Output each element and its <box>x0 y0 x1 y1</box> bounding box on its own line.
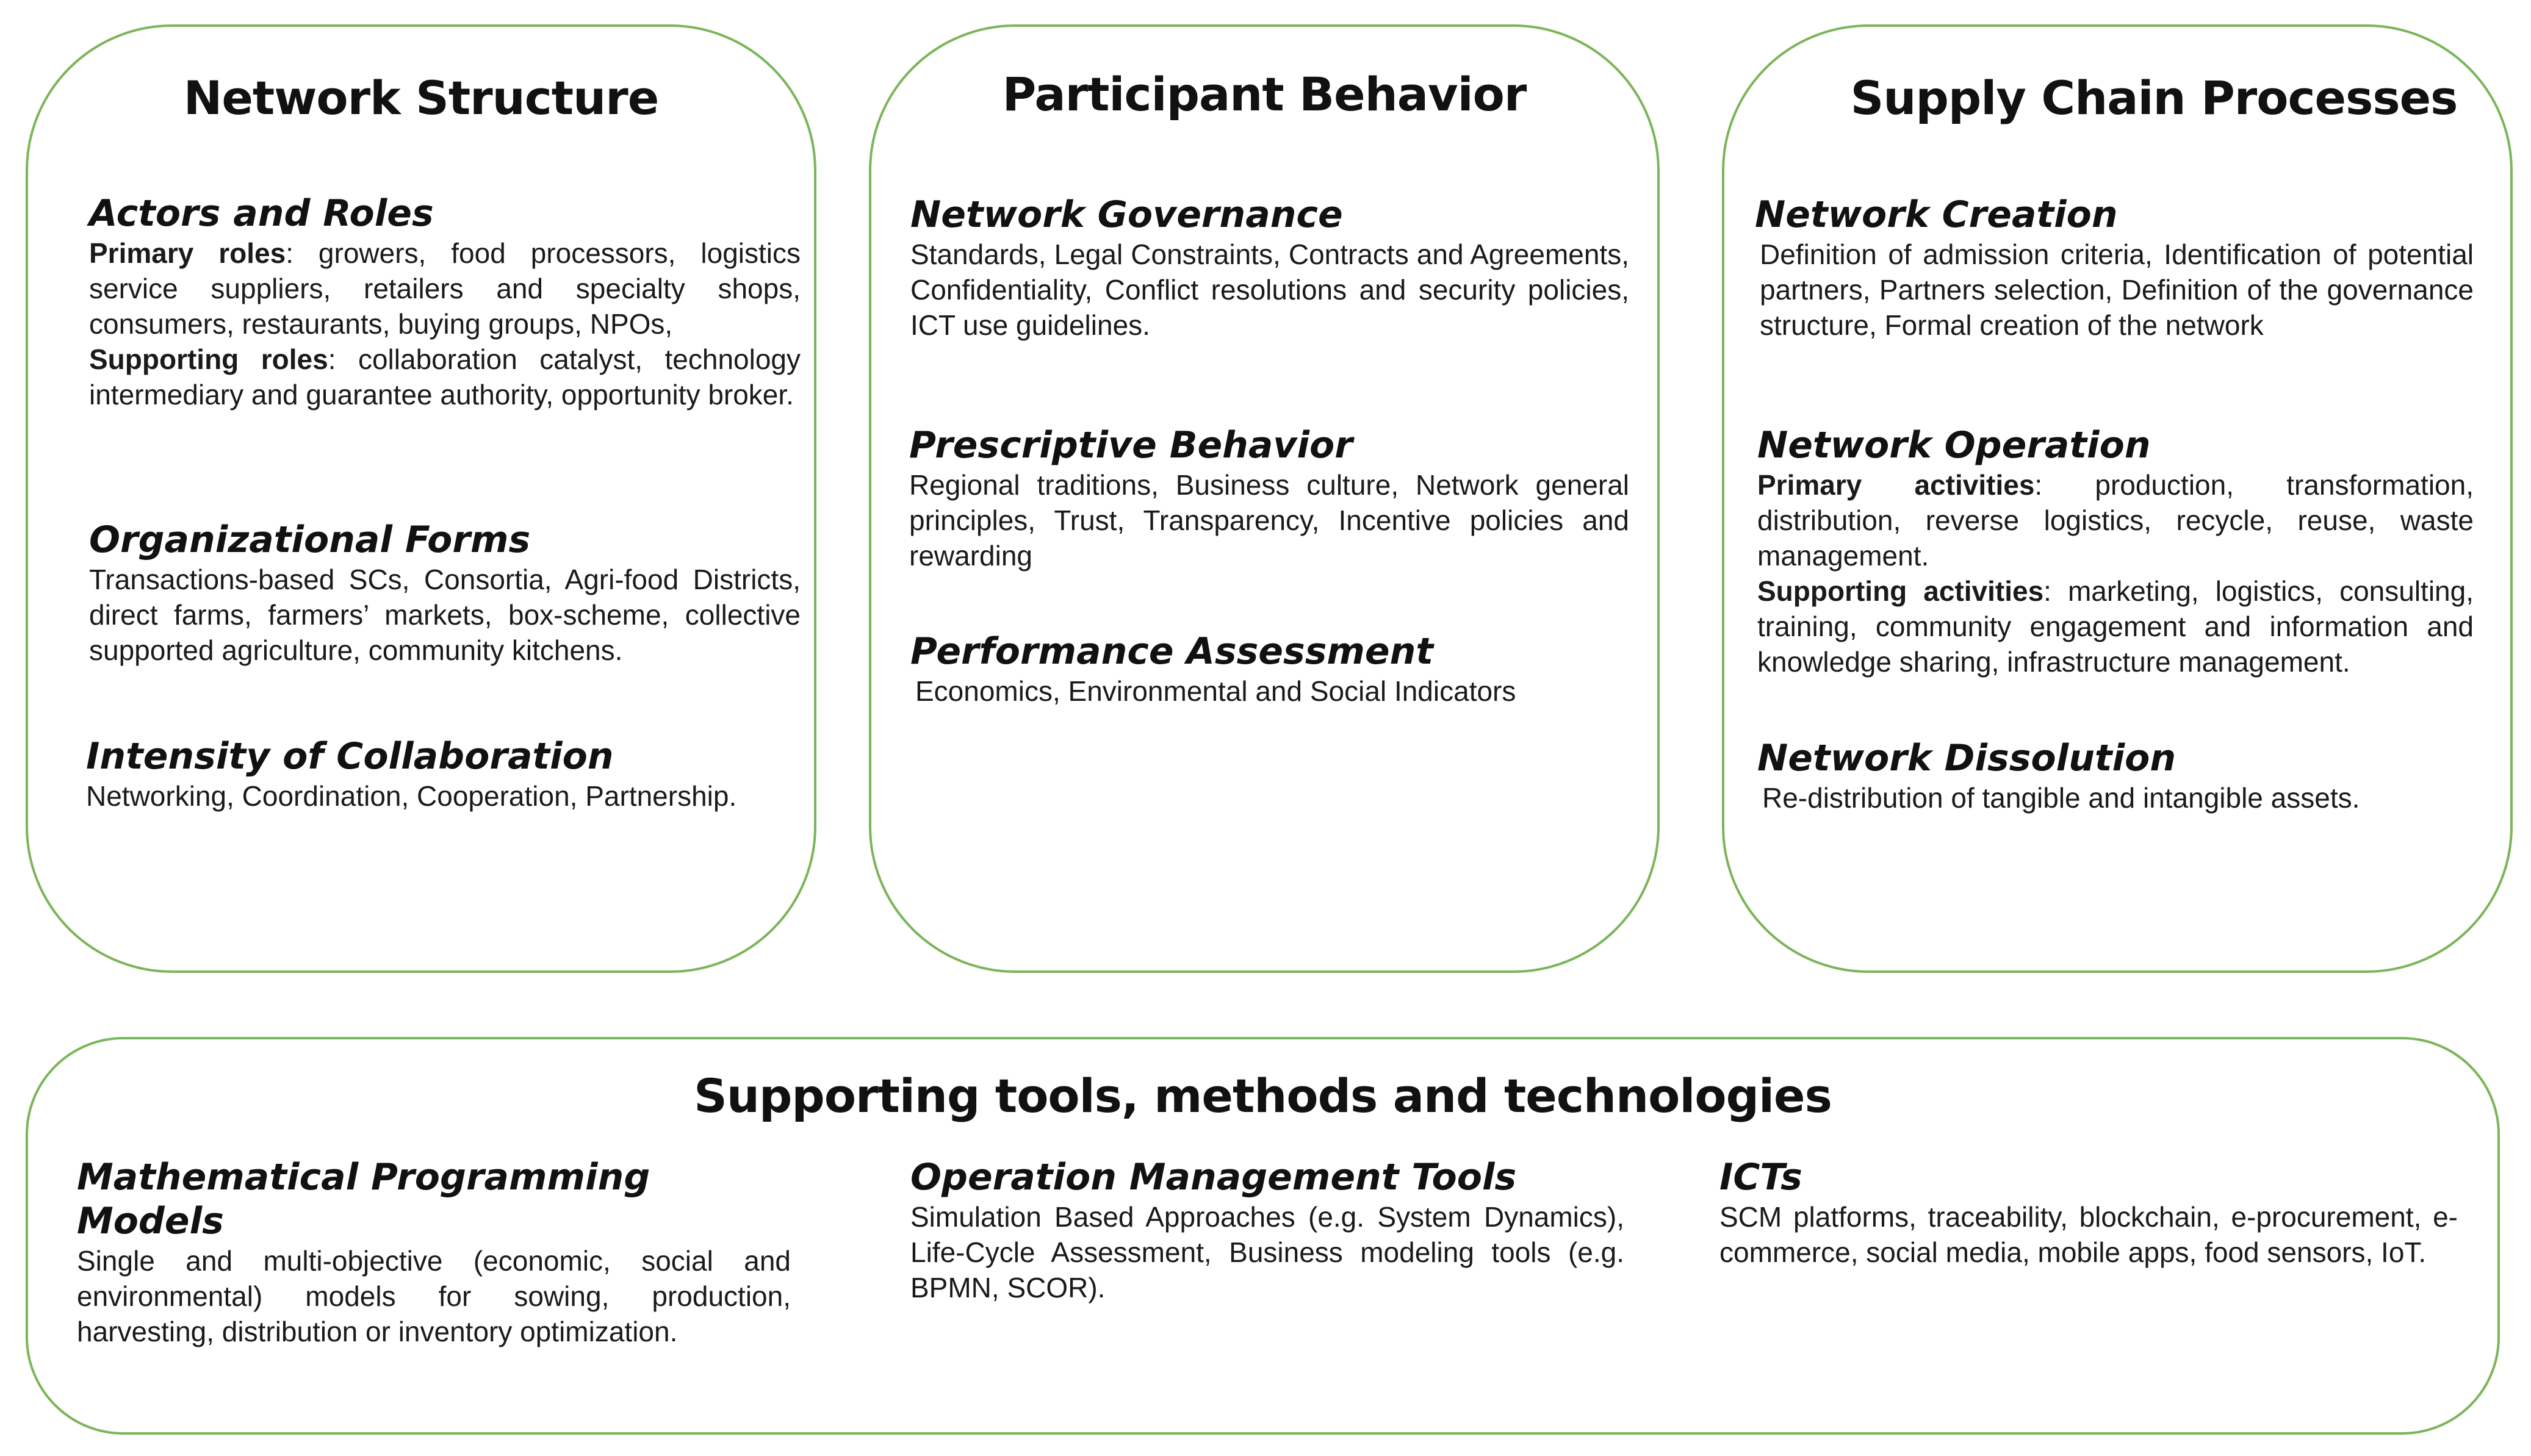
network-operation-section <box>1757 423 2474 680</box>
supporting-roles-text: : collaboration catalyst, technology intermediary and guarantee authority, opportunity broker. <box>89 343 801 411</box>
operation-management-tools-section <box>910 1155 1624 1305</box>
icts-text: SCM platforms, traceability, blockchain, e-procurement, e-commerce, social media, mobile apps, food sensors, IoT. <box>1719 1201 2458 1268</box>
network-governance-text: Standards, Legal Constraints, Contracts and Agreements, Confidentiality, Conflict resolutions and security policies, ICT use guidelines. <box>910 238 1629 341</box>
network-structure-panel <box>26 24 816 973</box>
actors-and-roles-section <box>89 192 801 412</box>
intensity-of-collaboration-text: Networking, Coordination, Cooperation, Partnership. <box>86 780 737 812</box>
supporting-activities-label: Supporting activities <box>1757 575 2044 607</box>
performance-assessment-heading: Performance Assessment <box>910 630 1434 673</box>
primary-activities-label: Primary activities <box>1757 469 2035 501</box>
supporting-tools-panel <box>26 1037 2500 1435</box>
network-operation-text <box>1757 467 2474 680</box>
network-governance-section <box>910 193 1629 343</box>
operation-management-tools-heading: Operation Management Tools <box>910 1156 1517 1199</box>
actors-and-roles-heading: Actors and Roles <box>89 192 434 235</box>
network-creation-heading: Network Creation <box>1755 193 2118 236</box>
icts-section <box>1719 1155 2458 1270</box>
mathematical-programming-models-section <box>77 1155 791 1349</box>
network-creation-section <box>1755 193 2474 343</box>
performance-assessment-section <box>910 629 1629 709</box>
network-governance-heading: Network Governance <box>910 193 1343 236</box>
organizational-forms-section <box>89 518 801 668</box>
participant-behavior-panel <box>869 24 1660 973</box>
icts-heading: ICTs <box>1719 1156 1802 1199</box>
network-creation-text: Definition of admission criteria, Identification of potential partners, Partners selection, Definition of the governance structure, Formal creation of the network <box>1760 238 2474 341</box>
organizational-forms-text: Transactions-based SCs, Consortia, Agri-food Districts, direct farms, farmers’ markets, box-scheme, collective supported agriculture, community kitchens. <box>89 564 801 666</box>
network-dissolution-text: Re-distribution of tangible and intangible assets. <box>1762 782 2360 814</box>
primary-roles-label: Primary roles <box>89 237 286 269</box>
operation-management-tools-text: Simulation Based Approaches (e.g. System Dynamics), Life-Cycle Assessment, Business modeling tools (e.g. BPMN, SCOR). <box>910 1201 1624 1304</box>
actors-and-roles-text <box>89 235 801 412</box>
supply-chain-processes-panel <box>1722 24 2513 973</box>
network-structure-title: Network Structure <box>183 71 659 125</box>
primary-roles-text: : growers, food processors, logistics service suppliers, retailers and specialty shops, consumers, restaurants, buying groups, NPOs, <box>89 237 801 340</box>
organizational-forms-heading: Organizational Forms <box>89 518 531 561</box>
supporting-roles-label: Supporting roles <box>89 343 328 375</box>
supporting-activities-text: : marketing, logistics, consulting, training, community engagement and information and knowledge sharing, infrastructure management. <box>1757 575 2474 678</box>
intensity-of-collaboration-heading: Intensity of Collaboration <box>86 735 614 778</box>
network-operation-heading: Network Operation <box>1757 424 2151 467</box>
prescriptive-behavior-text: Regional traditions, Business culture, Network general principles, Trust, Transparency, Incentive policies and rewarding <box>909 469 1629 572</box>
network-dissolution-section <box>1757 736 2474 816</box>
primary-activities-text: : production, transformation, distribution, reverse logistics, recycle, reuse, waste management. <box>1757 469 2474 572</box>
mathematical-programming-models-heading: Mathematical Programming Models <box>77 1156 650 1243</box>
prescriptive-behavior-heading: Prescriptive Behavior <box>909 424 1353 467</box>
supporting-tools-title: Supporting tools, methods and technologies <box>694 1069 1832 1123</box>
network-dissolution-heading: Network Dissolution <box>1757 737 2176 780</box>
intensity-of-collaboration-section <box>86 734 801 814</box>
prescriptive-behavior-section <box>909 423 1629 573</box>
mathematical-programming-models-text: Single and multi-objective (economic, social and environmental) models for sowing, production, harvesting, distribution or inventory optimization. <box>77 1245 791 1347</box>
participant-behavior-title: Participant Behavior <box>1002 67 1527 121</box>
supply-chain-processes-title: Supply Chain Processes <box>1850 71 2458 125</box>
performance-assessment-text: Economics, Environmental and Social Indicators <box>915 675 1516 707</box>
